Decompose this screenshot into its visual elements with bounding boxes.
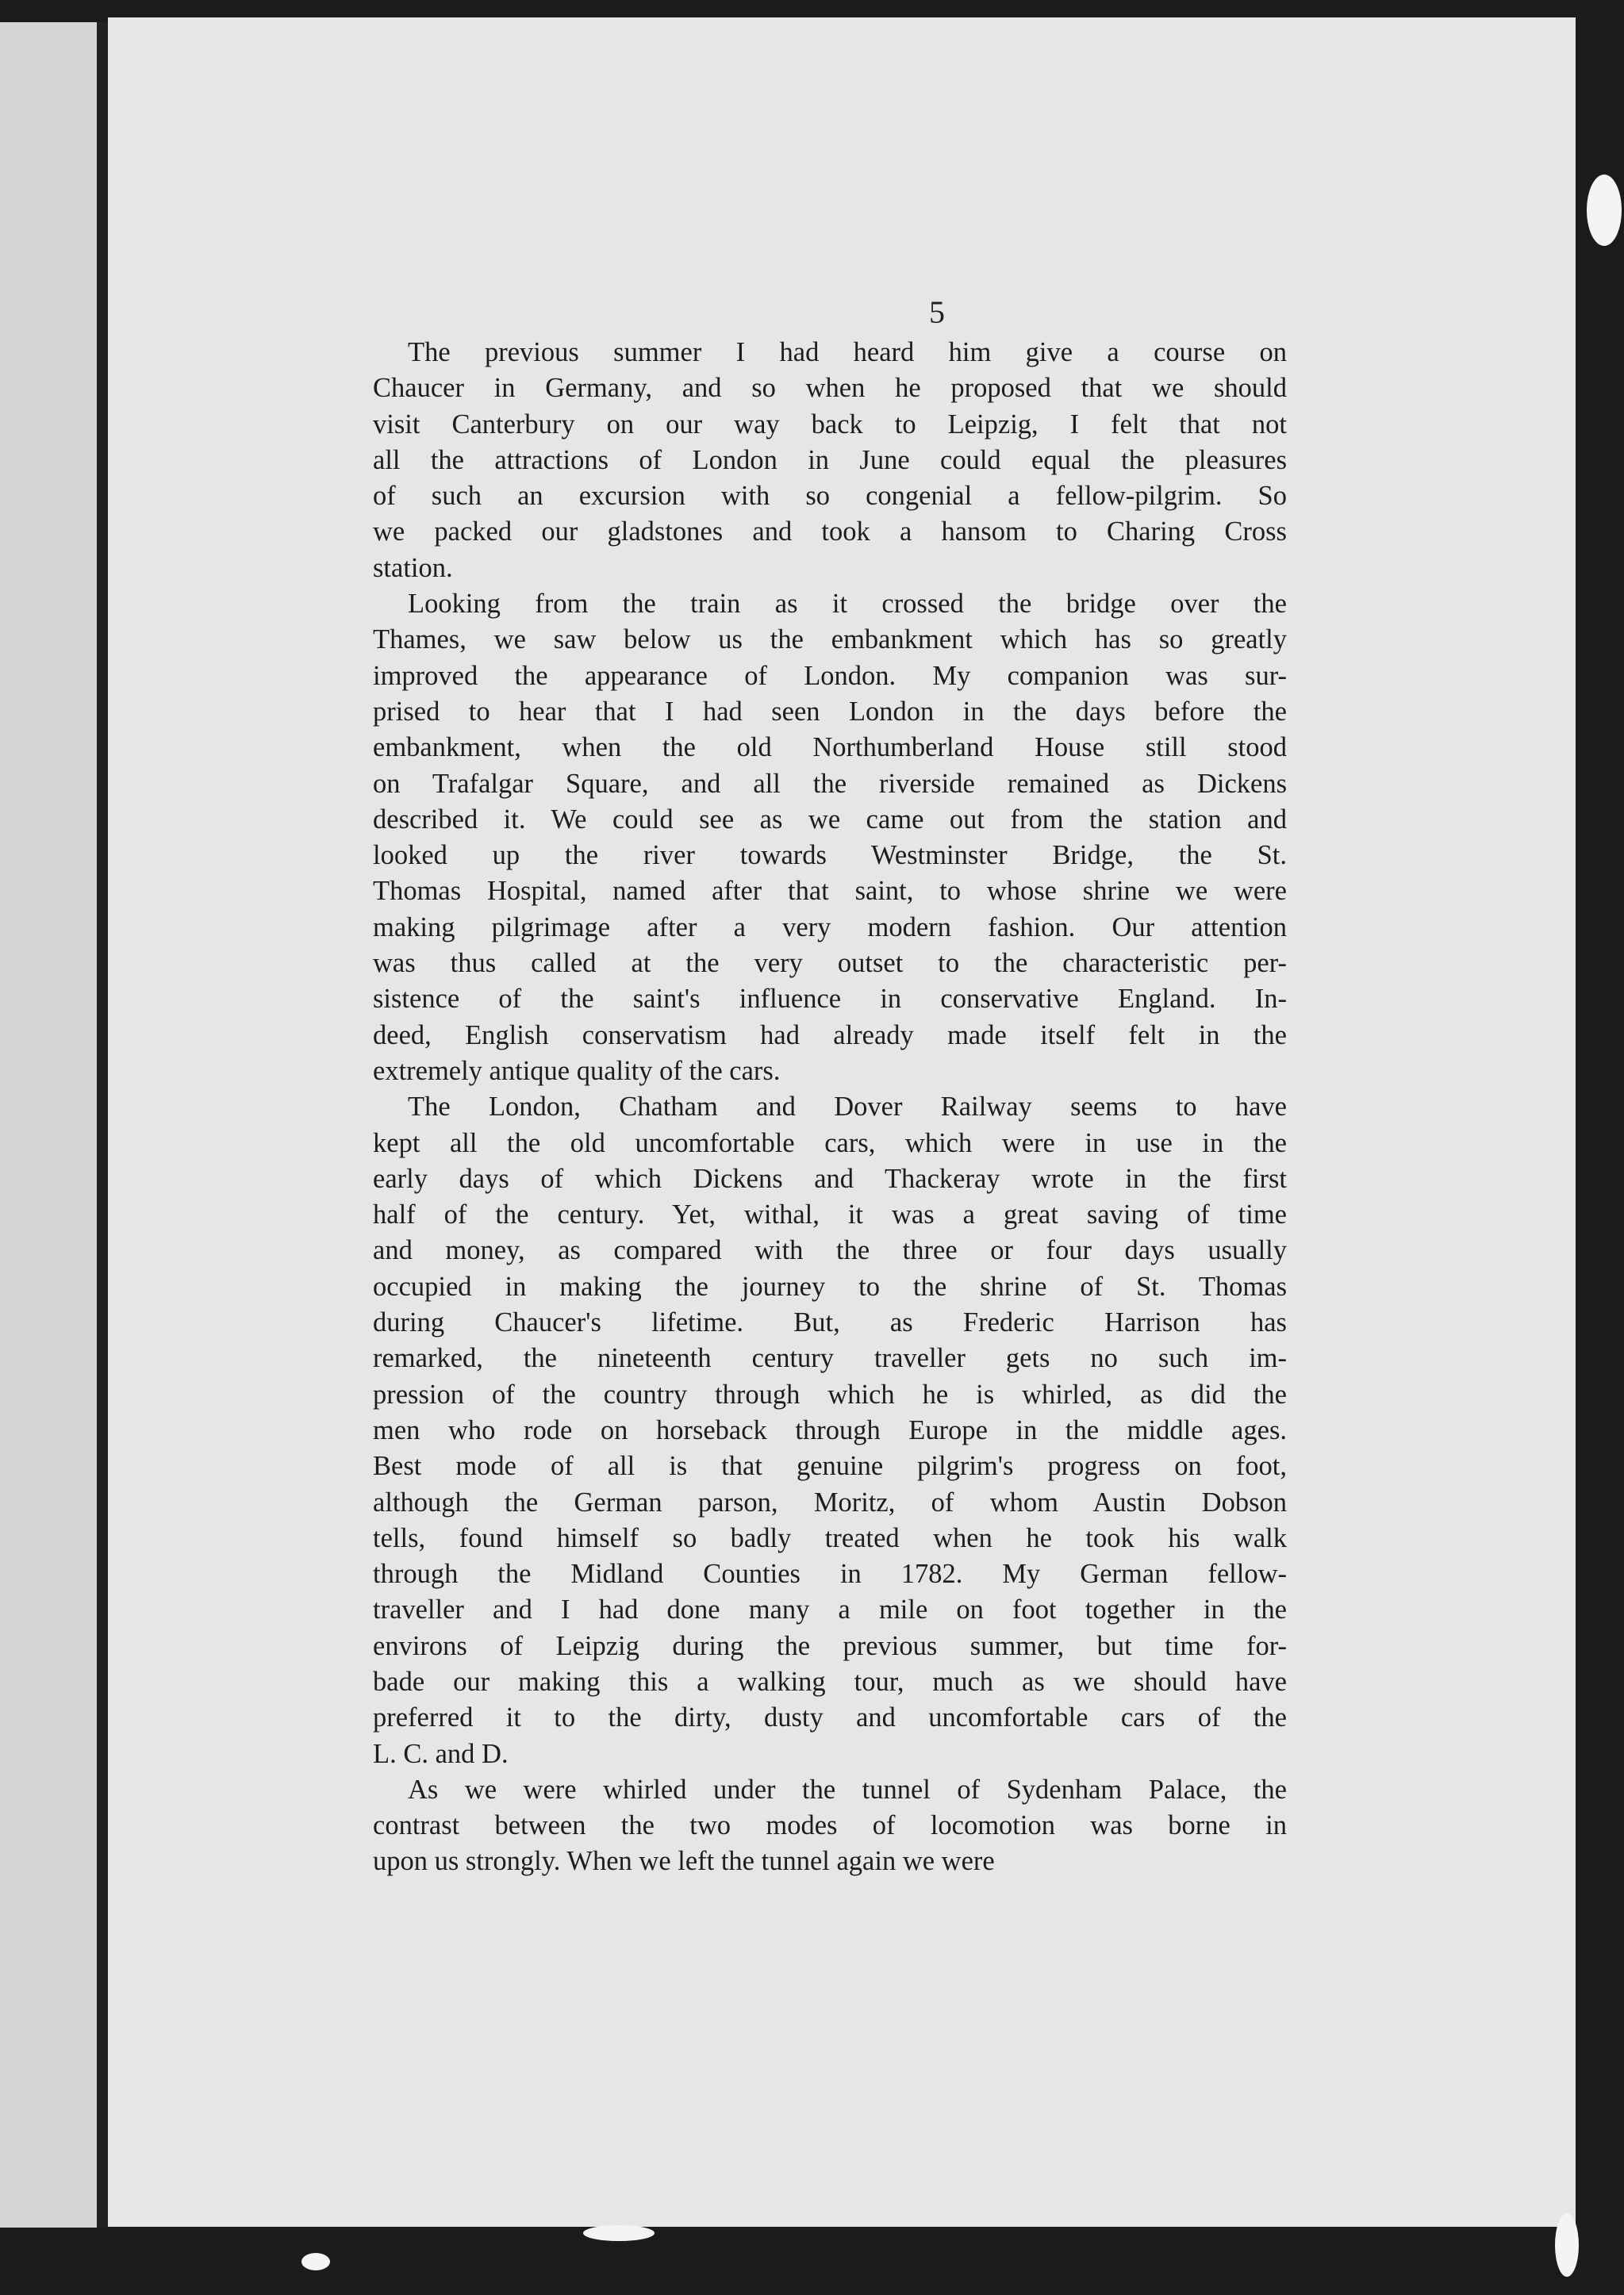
text-line: prised to hear that I had seen London in the days before the xyxy=(373,696,1287,727)
text-line: described it. We could see as we came out from the station and xyxy=(373,804,1287,835)
text-line: contrast between the two modes of locomotion was borne in xyxy=(373,1810,1287,1841)
text-line: all the attractions of London in June could equal the pleasures xyxy=(373,444,1287,475)
scan-speck xyxy=(583,2225,655,2241)
text-line: bade our making this a walking tour, much as we should have xyxy=(373,1666,1287,1697)
text-line: we packed our gladstones and took a hansom to Charing Cross xyxy=(373,516,1287,547)
text-line: Chaucer in Germany, and so when he proposed that we should xyxy=(373,373,1287,404)
text-line: The London, Chatham and Dover Railway seems to have xyxy=(408,1092,1287,1123)
paragraph xyxy=(373,1089,1287,1772)
paragraph xyxy=(373,335,1287,586)
scan-speck xyxy=(1555,2213,1579,2277)
text-line: and money, as compared with the three or four days usually xyxy=(373,1235,1287,1266)
text-line: Best mode of all is that genuine pilgrim's progress on foot, xyxy=(373,1451,1287,1482)
page-number: 5 xyxy=(929,294,945,330)
left-page-edge xyxy=(0,22,97,2228)
text-line: kept all the old uncomfortable cars, which were in use in the xyxy=(373,1127,1287,1158)
text-line: remarked, the nineteenth century traveller gets no such im- xyxy=(373,1343,1287,1374)
text-line: Thames, we saw below us the embankment which has so greatly xyxy=(373,624,1287,655)
text-line: looked up the river towards Westminster Bridge, the St. xyxy=(373,840,1287,871)
text-line: through the Midland Counties in 1782. My German fellow- xyxy=(373,1559,1287,1590)
body-text xyxy=(373,335,1287,1880)
text-line: half of the century. Yet, withal, it was a great saving of time xyxy=(373,1199,1287,1230)
text-line: environs of Leipzig during the previous summer, but time for- xyxy=(373,1630,1287,1661)
text-line: Thomas Hospital, named after that saint, to whose shrine we were xyxy=(373,876,1287,907)
text-line: occupied in making the journey to the shrine of St. Thomas xyxy=(373,1271,1287,1302)
text-line: traveller and I had done many a mile on foot together in the xyxy=(373,1595,1287,1625)
text-line: extremely antique quality of the cars. xyxy=(373,1055,781,1086)
text-line: The previous summer I had heard him give a course on xyxy=(408,337,1287,367)
scan-speck xyxy=(1587,175,1622,246)
text-line: although the German parson, Moritz, of whom Austin Dobson xyxy=(373,1487,1287,1518)
text-line: was thus called at the very outset to the characteristic per- xyxy=(373,948,1287,979)
book-spine xyxy=(97,22,108,2228)
text-line: station. xyxy=(373,552,453,583)
text-line: of such an excursion with so congenial a fellow-pilgrim. So xyxy=(373,481,1287,512)
text-line: making pilgrimage after a very modern fashion. Our attention xyxy=(373,911,1287,942)
text-line: visit Canterbury on our way back to Leipzig, I felt that not xyxy=(373,409,1287,439)
text-line: sistence of the saint's influence in conservative England. In- xyxy=(373,984,1287,1015)
text-line: pression of the country through which he is whirled, as did the xyxy=(373,1379,1287,1410)
text-line: during Chaucer's lifetime. But, as Frederic Harrison has xyxy=(373,1307,1287,1338)
text-line: early days of which Dickens and Thackeray wrote in the first xyxy=(373,1163,1287,1194)
text-line: As we were whirled under the tunnel of Sydenham Palace, the xyxy=(408,1774,1287,1805)
paragraph xyxy=(373,586,1287,1089)
text-line: upon us strongly. When we left the tunnel again we were xyxy=(373,1846,995,1877)
text-line: preferred it to the dirty, dusty and uncomfortable cars of the xyxy=(373,1702,1287,1733)
text-line: embankment, when the old Northumberland House still stood xyxy=(373,732,1287,763)
text-line: deed, English conservatism had already made itself felt in the xyxy=(373,1019,1287,1050)
text-line: men who rode on horseback through Europe in the middle ages. xyxy=(373,1414,1287,1445)
text-line: tells, found himself so badly treated when he took his walk xyxy=(373,1522,1287,1553)
paragraph xyxy=(373,1772,1287,1880)
scan-speck xyxy=(301,2253,330,2270)
text-line: L. C. and D. xyxy=(373,1738,509,1769)
text-line: improved the appearance of London. My companion was sur- xyxy=(373,660,1287,691)
text-line: Looking from the train as it crossed the bridge over the xyxy=(408,589,1287,620)
text-line: on Trafalgar Square, and all the riverside remained as Dickens xyxy=(373,768,1287,799)
